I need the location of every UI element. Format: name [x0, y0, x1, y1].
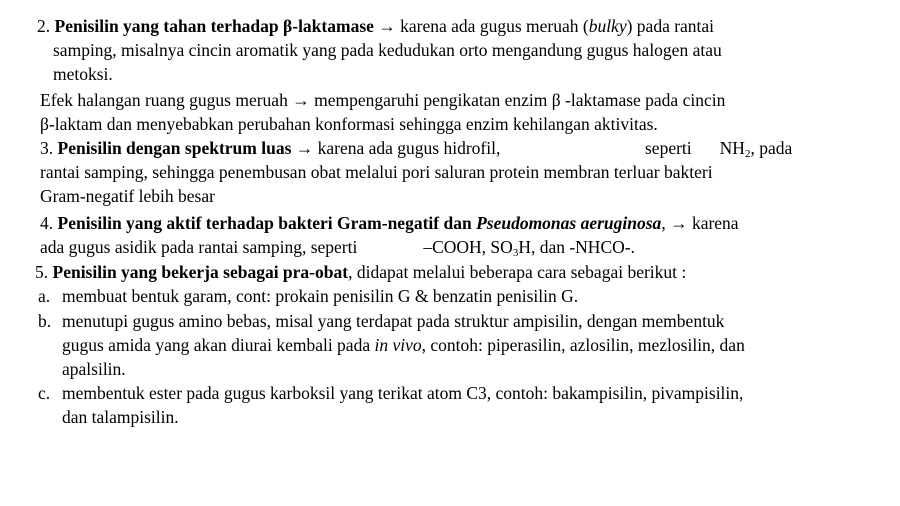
- efek-text: Efek halangan ruang gugus meruah: [40, 90, 288, 110]
- item3-pada: , pada: [750, 138, 793, 158]
- item5-line1: [35, 261, 686, 283]
- item4-line1: [40, 212, 739, 234]
- item3-nh-sub: 2: [744, 148, 751, 160]
- item4-karena: karena: [691, 213, 739, 233]
- efek-line2: β-laktam dan menyebabkan perubahan konformasi sehingga enzim kehilangan aktivitas.: [40, 114, 658, 134]
- item3-seperti: seperti: [645, 138, 692, 158]
- item4-line2: [40, 236, 635, 258]
- sub-c-line1: membentuk ester pada gugus karboksil yang terikat atom C3, contoh: bakampisilin, pivampisilin,: [62, 383, 744, 403]
- item3-title: Penisilin dengan spektrum luas: [57, 138, 292, 158]
- item4-number: 4.: [40, 213, 54, 233]
- item3-line1: [40, 137, 500, 159]
- efek-line1: [40, 89, 725, 111]
- arrow-icon: →: [670, 213, 688, 233]
- item3-nh: NH: [719, 138, 745, 158]
- item2-bulky: bulky: [588, 16, 627, 36]
- item3-line3: Gram-negatif lebih besar: [40, 186, 215, 206]
- sub-b-line2: [62, 334, 745, 356]
- efek-text-end: mempengaruhi pengikatan enzim β -laktamase pada cincin: [314, 90, 726, 110]
- item3-text: karena ada gugus hidrofil,: [317, 138, 501, 158]
- item2-text-end: ) pada rantai: [626, 16, 715, 36]
- arrow-icon: →: [378, 16, 396, 36]
- item4-comma: ,: [661, 213, 666, 233]
- sub-b-line1: menutupi gugus amino bebas, misal yang terdapat pada struktur ampisilin, dengan membentuk: [62, 311, 725, 331]
- sub-b-line2-text: gugus amida yang akan diurai kembali pada: [62, 335, 371, 355]
- sub-c-label: c.: [38, 383, 51, 403]
- item4-line2-end: H, dan -NHCO-.: [518, 237, 635, 257]
- item4-title: Penisilin yang aktif terhadap bakteri Gram-negatif dan: [57, 213, 472, 233]
- sub-b-label: b.: [38, 311, 52, 331]
- sub-b-line3: apalsilin.: [62, 359, 126, 379]
- item5-title: Penisilin yang bekerja sebagai pra-obat: [52, 262, 349, 282]
- arrow-icon: →: [295, 138, 314, 158]
- item3-line1-right: [645, 137, 792, 159]
- item5-text: , didapat melalui beberapa cara sebagai berikut :: [348, 262, 687, 282]
- item4-cooh: –COOH, SO: [423, 237, 513, 257]
- item2-number: 2.: [37, 16, 51, 36]
- item4-pseudomonas: Pseudomonas aeruginosa: [476, 213, 662, 233]
- item2-line2: samping, misalnya cincin aromatik yang pada kedudukan orto mengandung gugus halogen atau: [53, 40, 722, 60]
- sub-b-line2-end: , contoh: piperasilin, azlosilin, mezlosilin, dan: [421, 335, 745, 355]
- sub-c-line2: dan talampisilin.: [62, 407, 179, 427]
- sub-b-in-vivo: in vivo: [374, 335, 422, 355]
- item3-number: 3.: [40, 138, 54, 158]
- item4-so-sub: 3: [512, 247, 519, 259]
- item2-title: Penisilin yang tahan terhadap β-laktamase: [54, 16, 374, 36]
- item5-number: 5.: [35, 262, 49, 282]
- sub-a-text: membuat bentuk garam, cont: prokain penisilin G & benzatin penisilin G.: [62, 286, 579, 306]
- arrow-icon: →: [292, 90, 310, 110]
- item2-line1: [37, 15, 714, 37]
- item3-line2: rantai samping, sehingga penembusan obat melalui pori saluran protein membran terluar bakteri: [40, 162, 713, 182]
- item2-text: karena ada gugus meruah (: [400, 16, 589, 36]
- sub-a-label: a.: [38, 286, 51, 306]
- item4-line2-text: ada gugus asidik pada rantai samping, seperti: [40, 237, 358, 257]
- item2-line3: metoksi.: [53, 64, 113, 84]
